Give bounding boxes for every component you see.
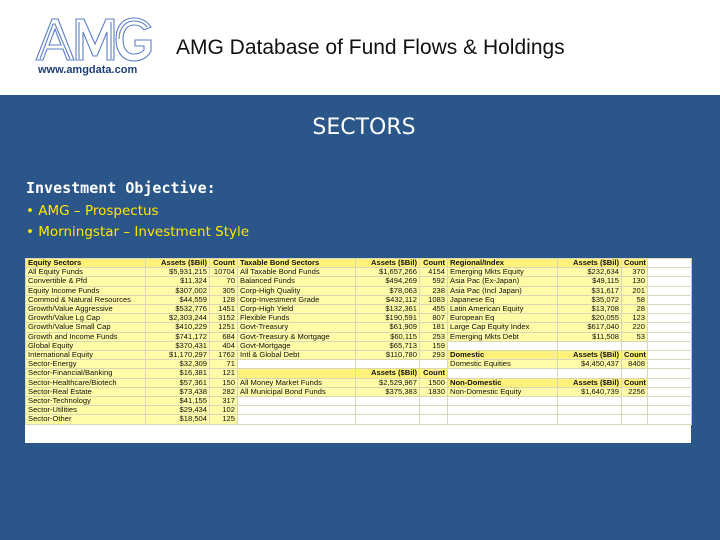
empty-cell	[648, 259, 692, 268]
empty-cell	[448, 406, 558, 415]
equity-row-label: Growth and Income Funds	[26, 332, 146, 341]
money-header-blank	[238, 369, 356, 378]
table-row	[26, 406, 692, 415]
bond-row-count: 4154	[420, 268, 448, 277]
table-row	[26, 397, 692, 406]
empty-cell	[648, 295, 692, 304]
empty-cell	[622, 406, 648, 415]
regional-row-assets: $20,055	[558, 314, 622, 323]
bond-header-count: Count	[420, 259, 448, 268]
domestic-row-assets: $4,450,437	[558, 360, 622, 369]
domestic-row-count: 8408	[622, 360, 648, 369]
bond-header-assets: Assets ($Bil)	[356, 259, 420, 268]
bond-row-count: 159	[420, 341, 448, 350]
empty-cell	[648, 351, 692, 360]
empty-cell	[420, 415, 448, 424]
regional-row-count: 220	[622, 323, 648, 332]
bond-row-count: 1083	[420, 295, 448, 304]
bond-row-assets: $132,361	[356, 305, 420, 314]
empty-cell	[448, 369, 558, 378]
equity-row-assets: $370,431	[146, 341, 210, 350]
equity-row-assets: $532,776	[146, 305, 210, 314]
equity-header-count: Count	[210, 259, 238, 268]
bond-row-assets: $110,780	[356, 351, 420, 360]
equity-row-assets: $307,002	[146, 286, 210, 295]
empty-cell	[648, 268, 692, 277]
empty-cell	[648, 415, 692, 424]
empty-cell	[356, 397, 420, 406]
equity-row-count: 1251	[210, 323, 238, 332]
objective-heading: Investment Objective:	[26, 179, 216, 197]
bond-header-label: Taxable Bond Sectors	[238, 259, 356, 268]
non-domestic-header-count: Count	[622, 378, 648, 387]
equity-row-count: 1762	[210, 351, 238, 360]
bond-row-count: 293	[420, 351, 448, 360]
bond-row-label: All Taxable Bond Funds	[238, 268, 356, 277]
table-row	[26, 369, 692, 378]
bond-row-count: 253	[420, 332, 448, 341]
regional-row-label: Emerging Mkts Debt	[448, 332, 558, 341]
equity-row-assets: $32,309	[146, 360, 210, 369]
equity-row-count: 3152	[210, 314, 238, 323]
non-domestic-header-assets: Assets ($Bil)	[558, 378, 622, 387]
empty-cell	[648, 387, 692, 396]
equity-row-label: All Equity Funds	[26, 268, 146, 277]
bond-row-count: 807	[420, 314, 448, 323]
equity-row-label: Sector-Financial/Banking	[26, 369, 146, 378]
bond-row-label: Govt-Treasury	[238, 323, 356, 332]
equity-row-assets: $2,303,244	[146, 314, 210, 323]
equity-row-label: Sector-Utilities	[26, 406, 146, 415]
regional-row-assets: $31,617	[558, 286, 622, 295]
table-row	[26, 332, 692, 341]
table-row	[26, 351, 692, 360]
money-row-assets: $2,529,967	[356, 378, 420, 387]
bond-row-label: Corp-Investment Grade	[238, 295, 356, 304]
equity-row-assets: $410,229	[146, 323, 210, 332]
domestic-header-assets: Assets ($Bil)	[558, 351, 622, 360]
table-row	[26, 268, 692, 277]
equity-row-label: Growth/Value Aggressive	[26, 305, 146, 314]
bond-row-assets: $65,713	[356, 341, 420, 350]
empty-cell	[558, 415, 622, 424]
equity-row-label: Sector-Energy	[26, 360, 146, 369]
table-row	[26, 323, 692, 332]
regional-row-label: Japanese Eq	[448, 295, 558, 304]
regional-row-count: 123	[622, 314, 648, 323]
empty-cell	[238, 360, 356, 369]
equity-row-count: 305	[210, 286, 238, 295]
equity-row-assets: $29,434	[146, 406, 210, 415]
equity-row-label: International Equity	[26, 351, 146, 360]
equity-header-label: Equity Sectors	[26, 259, 146, 268]
empty-cell	[622, 369, 648, 378]
non-domestic-row-count: 2256	[622, 387, 648, 396]
table-row	[26, 387, 692, 396]
regional-row-label: European Eq	[448, 314, 558, 323]
regional-row-label: Latin American Equity	[448, 305, 558, 314]
money-row-label: All Money Market Funds	[238, 378, 356, 387]
bond-row-assets: $190,591	[356, 314, 420, 323]
equity-row-count: 125	[210, 415, 238, 424]
empty-cell	[648, 332, 692, 341]
regional-header-assets: Assets ($Bil)	[558, 259, 622, 268]
empty-cell	[420, 397, 448, 406]
empty-cell	[448, 341, 558, 350]
regional-row-count: 130	[622, 277, 648, 286]
equity-row-count: 102	[210, 406, 238, 415]
empty-cell	[558, 397, 622, 406]
table-row	[26, 378, 692, 387]
equity-row-assets: $57,361	[146, 378, 210, 387]
equity-row-label: Sector-Technology	[26, 397, 146, 406]
domestic-header-label: Domestic	[448, 351, 558, 360]
regional-row-count: 58	[622, 295, 648, 304]
equity-row-count: 684	[210, 332, 238, 341]
non-domestic-row-label: Non-Domestic Equity	[448, 387, 558, 396]
money-header-assets: Assets ($Bil)	[356, 369, 420, 378]
money-row-count: 1500	[420, 378, 448, 387]
section-title: SECTORS	[312, 115, 416, 140]
bond-row-label: Govt-Treasury & Mortgage	[238, 332, 356, 341]
equity-row-label: Growth/Value Small Cap	[26, 323, 146, 332]
table-row	[26, 341, 692, 350]
empty-cell	[622, 397, 648, 406]
empty-cell	[558, 406, 622, 415]
money-row-count: 1830	[420, 387, 448, 396]
empty-cell	[648, 406, 692, 415]
equity-row-assets: $5,931,215	[146, 268, 210, 277]
domestic-row-label: Domestic Equities	[448, 360, 558, 369]
money-row-label: All Municipal Bond Funds	[238, 387, 356, 396]
equity-header-assets: Assets ($Bil)	[146, 259, 210, 268]
empty-cell	[648, 305, 692, 314]
regional-row-assets: $13,708	[558, 305, 622, 314]
empty-cell	[448, 415, 558, 424]
equity-row-assets: $16,381	[146, 369, 210, 378]
regional-row-label: Emerging Mkts Equity	[448, 268, 558, 277]
regional-header-count: Count	[622, 259, 648, 268]
table-row	[26, 305, 692, 314]
empty-cell	[648, 286, 692, 295]
equity-row-count: 150	[210, 378, 238, 387]
bond-row-label: Corp-High Yield	[238, 305, 356, 314]
equity-row-label: Growth/Value Lg Cap	[26, 314, 146, 323]
regional-row-assets: $35,072	[558, 295, 622, 304]
equity-row-assets: $1,170,297	[146, 351, 210, 360]
empty-cell	[648, 341, 692, 350]
equity-row-assets: $18,504	[146, 415, 210, 424]
money-header-count: Count	[420, 369, 448, 378]
bond-row-label: Govt-Mortgage	[238, 341, 356, 350]
regional-row-label: Asia Pac (Ex-Japan)	[448, 277, 558, 286]
regional-row-assets: $11,508	[558, 332, 622, 341]
regional-row-assets: $49,115	[558, 277, 622, 286]
empty-cell	[648, 397, 692, 406]
sector-table	[25, 258, 692, 425]
empty-cell	[622, 341, 648, 350]
table-row	[26, 415, 692, 424]
bond-row-label: Corp-High Quality	[238, 286, 356, 295]
equity-row-count: 128	[210, 295, 238, 304]
equity-row-assets: $41,155	[146, 397, 210, 406]
empty-cell	[558, 369, 622, 378]
empty-cell	[648, 360, 692, 369]
empty-cell	[356, 415, 420, 424]
empty-cell	[356, 406, 420, 415]
equity-row-count: 317	[210, 397, 238, 406]
bond-row-assets: $61,909	[356, 323, 420, 332]
bond-row-assets: $1,657,266	[356, 268, 420, 277]
equity-row-count: 404	[210, 341, 238, 350]
table-row	[26, 277, 692, 286]
equity-row-count: 70	[210, 277, 238, 286]
bond-row-count: 181	[420, 323, 448, 332]
regional-row-label: Asia Pac (Incl Japan)	[448, 286, 558, 295]
regional-row-assets: $232,634	[558, 268, 622, 277]
objective-list	[26, 201, 249, 243]
regional-row-assets: $617,040	[558, 323, 622, 332]
bond-row-count: 238	[420, 286, 448, 295]
bond-row-assets: $78,063	[356, 286, 420, 295]
bond-row-label: Flexible Funds	[238, 314, 356, 323]
regional-row-count: 53	[622, 332, 648, 341]
equity-row-label: Equity Income Funds	[26, 286, 146, 295]
empty-cell	[648, 323, 692, 332]
table-row	[26, 295, 692, 304]
empty-cell	[648, 369, 692, 378]
regional-row-count: 370	[622, 268, 648, 277]
bond-row-count: 455	[420, 305, 448, 314]
bond-row-assets: $494,269	[356, 277, 420, 286]
equity-row-assets: $44,559	[146, 295, 210, 304]
slide-header	[0, 0, 720, 95]
regional-row-count: 201	[622, 286, 648, 295]
table-row	[26, 360, 692, 369]
domestic-header-count: Count	[622, 351, 648, 360]
empty-cell	[448, 397, 558, 406]
amg-logo-mark	[34, 16, 154, 62]
table-header-row	[26, 259, 692, 268]
equity-row-label: Sector-Other	[26, 415, 146, 424]
empty-cell	[238, 415, 356, 424]
objective-list-item: • AMG – Prospectus	[26, 201, 249, 222]
empty-cell	[238, 397, 356, 406]
empty-cell	[648, 378, 692, 387]
non-domestic-row-assets: $1,640,739	[558, 387, 622, 396]
regional-header-label: Regional/Index	[448, 259, 558, 268]
equity-row-assets: $741,172	[146, 332, 210, 341]
empty-cell	[622, 415, 648, 424]
regional-row-count: 28	[622, 305, 648, 314]
equity-row-label: Convertible & Pfd	[26, 277, 146, 286]
sector-table-image	[25, 258, 691, 443]
empty-cell	[420, 406, 448, 415]
equity-row-label: Sector-Real Estate	[26, 387, 146, 396]
amg-logo	[34, 16, 154, 80]
equity-row-label: Commod & Natural Resources	[26, 295, 146, 304]
equity-row-assets: $73,438	[146, 387, 210, 396]
slide-body	[0, 95, 720, 540]
bond-row-label: Balanced Funds	[238, 277, 356, 286]
non-domestic-header-label: Non-Domestic	[448, 378, 558, 387]
empty-cell	[648, 277, 692, 286]
empty-cell	[648, 314, 692, 323]
table-row	[26, 314, 692, 323]
money-row-assets: $375,383	[356, 387, 420, 396]
equity-row-count: 71	[210, 360, 238, 369]
bond-row-count: 592	[420, 277, 448, 286]
empty-cell	[238, 406, 356, 415]
empty-cell	[420, 360, 448, 369]
equity-row-count: 282	[210, 387, 238, 396]
equity-row-label: Global Equity	[26, 341, 146, 350]
equity-row-count: 10704	[210, 268, 238, 277]
bond-row-label: Intl & Global Debt	[238, 351, 356, 360]
empty-cell	[356, 360, 420, 369]
equity-row-assets: $11,324	[146, 277, 210, 286]
equity-row-label: Sector-Healthcare/Biotech	[26, 378, 146, 387]
regional-row-label: Large Cap Equity Index	[448, 323, 558, 332]
objective-list-item: • Morningstar – Investment Style	[26, 222, 249, 243]
logo-url-text: www.amgdata.com	[38, 64, 138, 76]
equity-row-count: 121	[210, 369, 238, 378]
table-row	[26, 286, 692, 295]
equity-row-count: 1451	[210, 305, 238, 314]
empty-cell	[558, 341, 622, 350]
bond-row-assets: $60,115	[356, 332, 420, 341]
page-title: AMG Database of Fund Flows & Holdings	[176, 36, 565, 59]
bond-row-assets: $432,112	[356, 295, 420, 304]
